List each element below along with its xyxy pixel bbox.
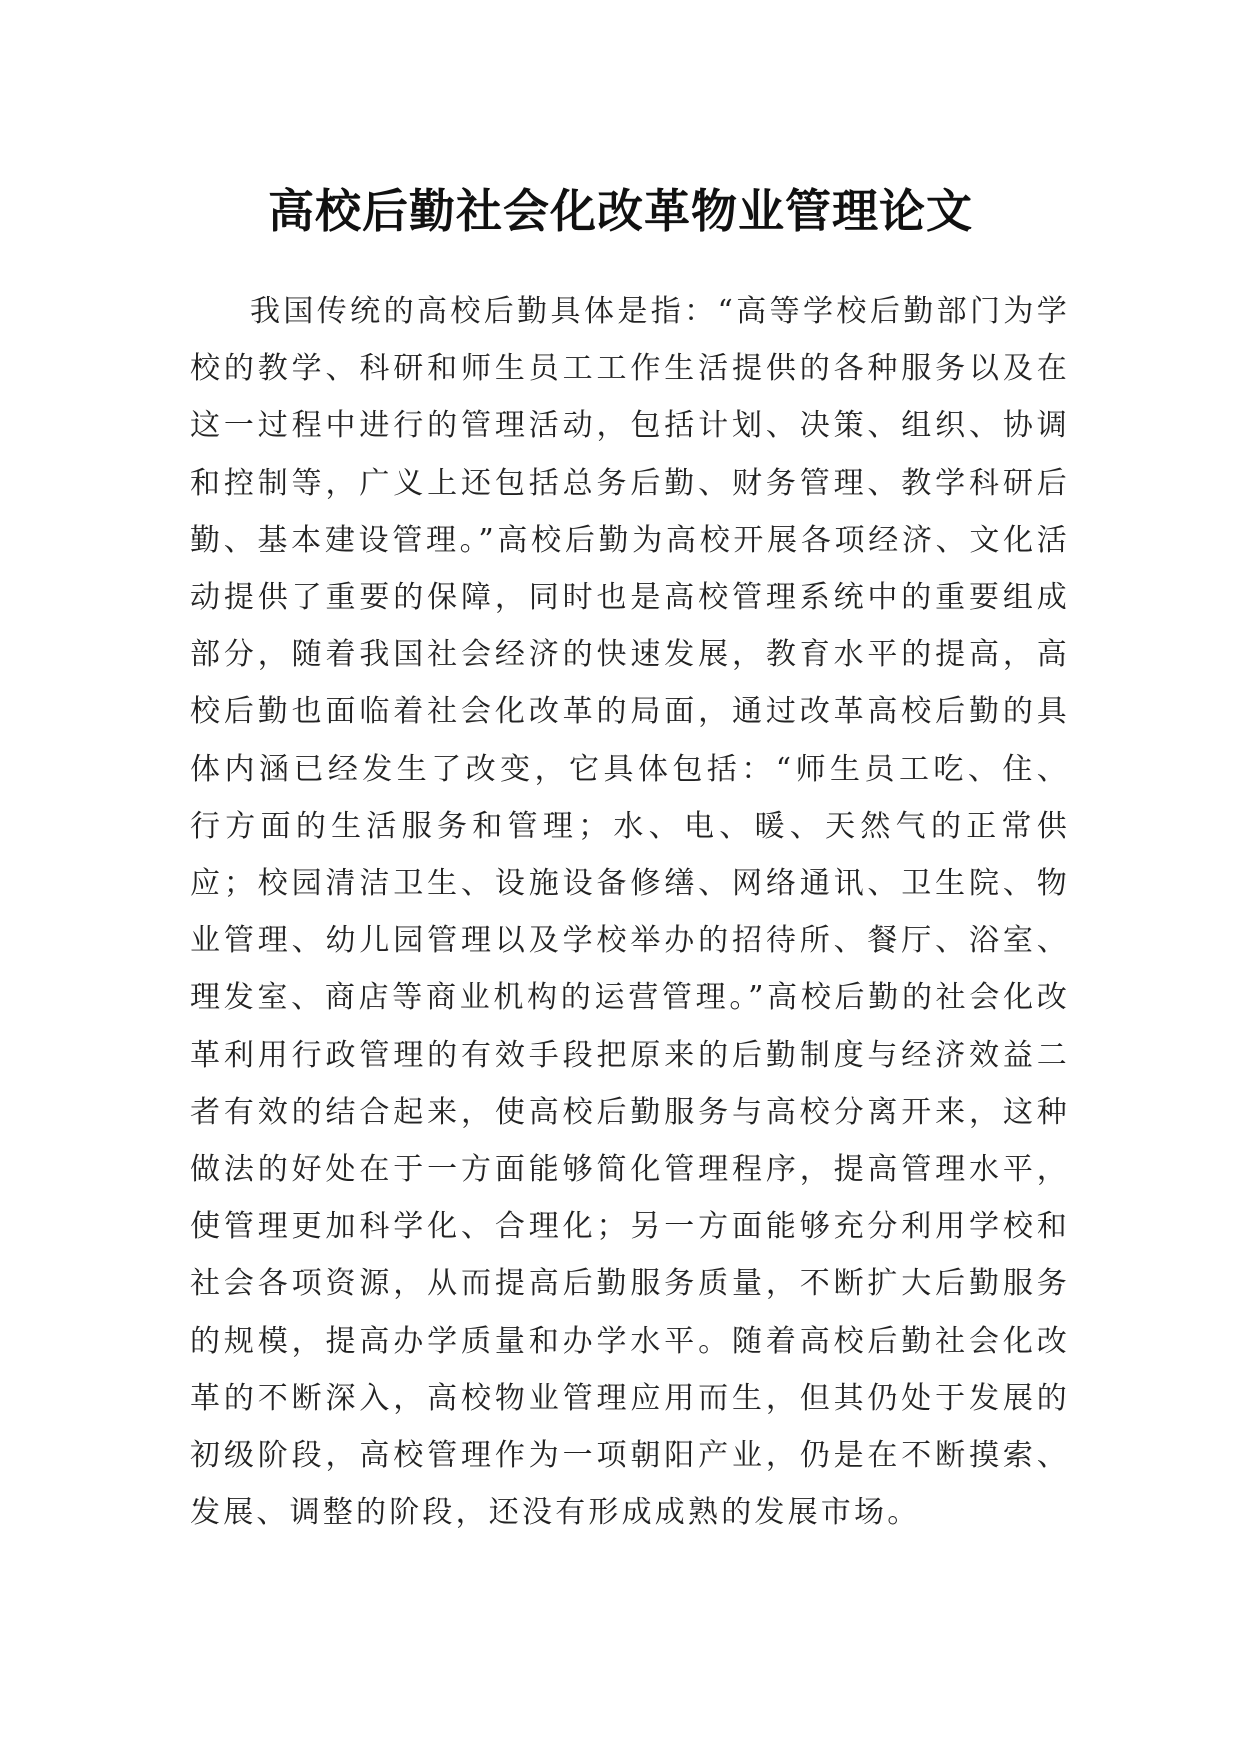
document-title: 高校后勤社会化改革物业管理论文: [268, 183, 973, 238]
body-paragraph: 我国传统的高校后勤具体是指：“高等学校后勤部门为学校的教学、科研和师生员工工作生活提供的各种服务以及在这一过程中进行的管理活动，包括计划、决策、组织、协调和控制等，广义上还包括总务后勤、财务管理、教学科研后勤、基本建设管理。”高校后勤为高校开展各项经济、文化活动提供了重要的保障，同时也是高校管理系统中的重要组成部分，随着我国社会经济的快速发展，教育水平的提高，高校后勤也面临着社会化改革的局面，通过改革高校后勤的具体内涵已经发生了改变，它具体包括：“师生员工吃、住、行方面的生活服务和管理；水、电、暖、天然气的正常供应；校园清洁卫生、设施设备修缮、网络通讯、卫生院、物业管理、幼儿园管理以及学校举办的招待所、餐厅、浴室、理发室、商店等商业机构的运营管理。”高校后勤的社会化改革利用行政管理的有效手段把原来的后勤制度与经济效益二者有效的结合起来，使高校后勤服务与高校分离开来，这种做法的好处在于一方面能够简化管理程序，提高管理水平，使管理更加科学化、合理化；另一方面能够充分利用学校和社会各项资源，从而提高后勤服务质量，不断扩大后勤服务的规模，提高办学质量和办学水平。随着高校后勤社会化改革的不断深入，高校物业管理应用而生，但其仍处于发展的初级阶段，高校管理作为一项朝阳产业，仍是在不断摸索、发展、调整的阶段，还没有形成成熟的发展市场。: [190, 294, 1070, 1531]
